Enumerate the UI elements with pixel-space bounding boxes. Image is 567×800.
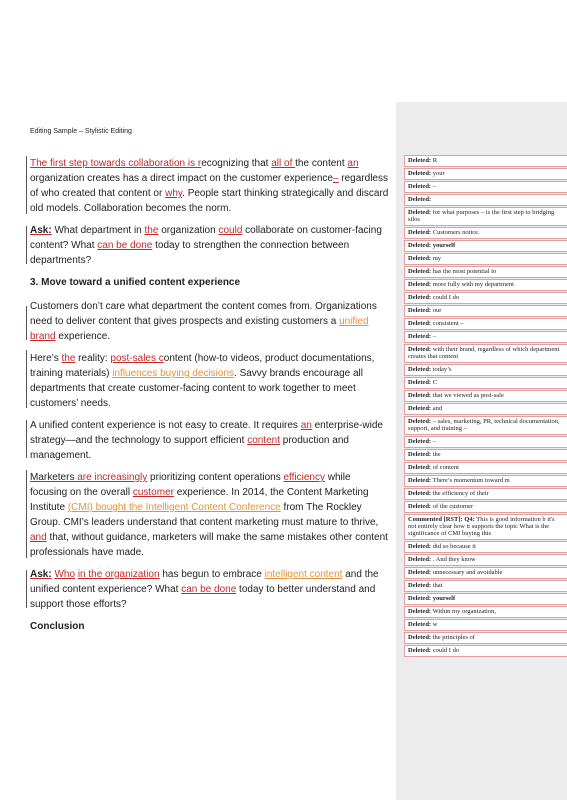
deleted-balloon[interactable] bbox=[404, 436, 567, 448]
deleted-balloon[interactable] bbox=[404, 377, 567, 389]
deleted-balloon[interactable] bbox=[404, 619, 567, 631]
balloon-text: your bbox=[431, 170, 445, 177]
inserted-text: could bbox=[218, 225, 243, 236]
document-body bbox=[30, 156, 390, 641]
balloon-label: Deleted: bbox=[408, 157, 432, 164]
balloon-text: with their brand, regardless of which department creates that content bbox=[408, 346, 560, 360]
balloon-text: and bbox=[431, 405, 443, 412]
balloon-text: This is good information b it's not entirely clear how it supports the topic What is the significance of CMI buying this bbox=[408, 516, 555, 537]
deleted-balloon[interactable] bbox=[404, 194, 567, 206]
paragraph bbox=[30, 418, 390, 463]
balloon-text: our bbox=[431, 307, 442, 314]
ask-label: Ask: bbox=[30, 225, 52, 236]
body-text: production and management. bbox=[30, 435, 349, 461]
section-heading: 3. Move toward a unified content experience bbox=[30, 277, 241, 288]
balloon-label: Deleted: bbox=[408, 196, 432, 203]
balloon-text: consistent – bbox=[431, 320, 464, 327]
deleted-balloon[interactable] bbox=[404, 207, 567, 226]
body-text: reality: bbox=[75, 353, 111, 364]
balloon-text: C bbox=[431, 379, 438, 386]
balloon-label: Deleted: bbox=[408, 595, 432, 602]
body-text: collaborate on customer-facing content? What bbox=[30, 225, 382, 251]
inserted-text: an bbox=[300, 420, 312, 431]
inserted-text: are increasingly bbox=[77, 472, 148, 483]
deleted-balloon[interactable] bbox=[404, 475, 567, 487]
deleted-balloon[interactable] bbox=[404, 253, 567, 265]
balloon-label: Deleted: bbox=[408, 281, 432, 288]
change-bar bbox=[26, 156, 27, 214]
balloon-text: the bbox=[431, 451, 441, 458]
balloon-text: Within my organization, bbox=[431, 608, 496, 615]
balloon-label: Deleted: bbox=[408, 490, 432, 497]
body-text: and the unified content experience? What bbox=[30, 569, 379, 595]
inserted-text: can be done bbox=[181, 584, 237, 595]
inserted-text: – bbox=[332, 173, 339, 184]
balloon-text: my bbox=[431, 255, 442, 262]
balloon-label: Deleted: bbox=[408, 438, 432, 445]
change-bar bbox=[26, 350, 27, 408]
deleted-balloon[interactable] bbox=[404, 292, 567, 304]
deleted-balloon[interactable] bbox=[404, 181, 567, 193]
balloon-label: Deleted: bbox=[408, 294, 432, 301]
inserted-text: Who bbox=[54, 569, 76, 580]
body-text: What department in bbox=[51, 225, 145, 236]
deleted-balloon[interactable] bbox=[404, 554, 567, 566]
balloon-label: Deleted: bbox=[408, 346, 432, 353]
change-bar bbox=[26, 470, 27, 558]
deleted-balloon[interactable] bbox=[404, 331, 567, 343]
inserted-text: The first step towards collaboration is r bbox=[30, 158, 202, 169]
moved-text: (CMI) bought the Intelligent Content Conference bbox=[67, 502, 281, 513]
deleted-balloon[interactable] bbox=[404, 488, 567, 500]
page-header: Editing Sample – Stylistic Editing bbox=[30, 128, 132, 135]
balloon-label: Deleted: bbox=[408, 464, 432, 471]
deleted-balloon[interactable] bbox=[404, 645, 567, 657]
balloon-text: – bbox=[431, 438, 436, 445]
body-text: A unified content experience is not easy to create. It requires bbox=[30, 420, 301, 431]
balloon-text: more fully with my department bbox=[431, 281, 514, 288]
body-text: ontent (how-to videos, product documentations, training materials) bbox=[30, 353, 375, 379]
deleted-balloon[interactable] bbox=[404, 318, 567, 330]
balloon-label: Deleted: bbox=[408, 608, 432, 615]
body-text: organization bbox=[158, 225, 219, 236]
paragraph bbox=[30, 470, 390, 560]
deleted-balloon[interactable] bbox=[404, 155, 567, 167]
body-text: today to better understand and support those efforts? bbox=[30, 584, 376, 610]
inserted-text: customer bbox=[132, 487, 174, 498]
balloon-label: Deleted: bbox=[408, 183, 432, 190]
body-text: organization creates has a direct impact on the customer experience bbox=[30, 173, 333, 184]
balloon-label: Deleted: bbox=[408, 255, 432, 262]
body-text: . People start thinking strategically and discard old models. Collaboration becomes the norm. bbox=[30, 188, 389, 214]
balloon-label: Deleted: bbox=[408, 307, 432, 314]
balloon-label: Deleted: bbox=[408, 569, 432, 576]
balloon-label: Deleted: bbox=[408, 320, 432, 327]
paragraph bbox=[30, 351, 390, 411]
balloon-text: has the most potential to bbox=[431, 268, 497, 275]
body-text: while focusing on the overall bbox=[30, 472, 351, 498]
inserted-text: in the organization bbox=[77, 569, 160, 580]
body-text: Customers don’t care what department the content comes from. Organizations need to deliver content that gives prospects and existing customers a bbox=[30, 301, 377, 327]
deleted-balloon[interactable] bbox=[404, 449, 567, 461]
balloon-label: Deleted: bbox=[408, 242, 432, 249]
balloon-label: Deleted: bbox=[408, 621, 432, 628]
balloon-label: Deleted: bbox=[408, 229, 432, 236]
balloon-label: Deleted: bbox=[408, 582, 432, 589]
deleted-balloon[interactable] bbox=[404, 279, 567, 291]
balloon-text: could I do bbox=[431, 647, 460, 654]
deleted-balloon[interactable] bbox=[404, 227, 567, 239]
inserted-text: an bbox=[347, 158, 359, 169]
inserted-text: brand bbox=[30, 331, 56, 342]
deleted-balloon[interactable] bbox=[404, 567, 567, 579]
balloon-label: Deleted: bbox=[408, 418, 432, 425]
body-text: enterprise-wide strategy—and the technology to support efficient bbox=[30, 420, 383, 446]
deleted-balloon[interactable] bbox=[404, 266, 567, 278]
body-text: ecognizing that bbox=[201, 158, 272, 169]
body-text: Here’s bbox=[30, 353, 62, 364]
deleted-balloon[interactable] bbox=[404, 416, 567, 435]
moved-text: influences buying decisions bbox=[112, 368, 235, 379]
moved-text: intelligent content bbox=[264, 569, 343, 580]
balloon-text: yourself bbox=[431, 595, 456, 602]
body-text: Marketers bbox=[30, 472, 78, 483]
deleted-balloon[interactable] bbox=[404, 240, 567, 252]
ask-label: Ask: bbox=[30, 569, 52, 580]
balloon-label: Deleted: bbox=[408, 405, 432, 412]
body-text: . Savvy brands encourage all departments that create customer-facing content to work together to meet customers’ needs. bbox=[30, 368, 363, 409]
balloon-label: Deleted: bbox=[408, 170, 432, 177]
balloon-text: yourself bbox=[431, 242, 456, 249]
balloon-text: – bbox=[431, 333, 436, 340]
balloon-label: Deleted: bbox=[408, 543, 432, 550]
inserted-text: efficiency bbox=[283, 472, 325, 483]
balloon-text: of content bbox=[431, 464, 459, 471]
balloon-text: could I do bbox=[431, 294, 460, 301]
balloon-label: Deleted: bbox=[408, 503, 432, 510]
balloon-text: Customers notice. bbox=[431, 229, 480, 236]
deleted-balloon[interactable] bbox=[404, 305, 567, 317]
paragraph bbox=[30, 299, 390, 344]
moved-text: unified bbox=[339, 316, 369, 327]
balloon-text: did so because it bbox=[431, 543, 476, 550]
balloon-label: Deleted: bbox=[408, 451, 432, 458]
balloon-text: today’s bbox=[431, 366, 452, 373]
balloon-label: Commented [RST]: Q4: bbox=[408, 516, 475, 523]
balloon-label: Deleted: bbox=[408, 556, 432, 563]
deleted-balloon[interactable] bbox=[404, 168, 567, 180]
change-bar bbox=[26, 306, 27, 340]
inserted-text: the bbox=[144, 225, 159, 236]
deleted-balloon[interactable] bbox=[404, 632, 567, 644]
balloon-label: Deleted: bbox=[408, 477, 432, 484]
deleted-balloon[interactable] bbox=[404, 501, 567, 513]
inserted-text: post-sales c bbox=[110, 353, 164, 364]
balloon-label: Deleted: bbox=[408, 647, 432, 654]
inserted-text: why bbox=[165, 188, 183, 199]
body-text: the content bbox=[295, 158, 348, 169]
deleted-balloon[interactable] bbox=[404, 344, 567, 363]
body-text: from The Rockley Group. CMI’s leaders understand that content marketing must mature to thrive, bbox=[30, 502, 379, 528]
inserted-text: all of bbox=[271, 158, 296, 169]
balloon-label: Deleted: bbox=[408, 268, 432, 275]
body-text: experience. bbox=[55, 331, 111, 342]
deleted-balloon[interactable] bbox=[404, 541, 567, 553]
paragraph bbox=[30, 223, 390, 268]
paragraph bbox=[30, 156, 390, 216]
conclusion-heading: Conclusion bbox=[30, 621, 85, 632]
balloon-label: Deleted: bbox=[408, 634, 432, 641]
balloon-text: unnecessary and avoidable bbox=[431, 569, 503, 576]
deleted-balloon[interactable] bbox=[404, 593, 567, 605]
revision-balloons bbox=[404, 155, 567, 658]
balloon-label: Deleted: bbox=[408, 209, 432, 216]
deleted-balloon[interactable] bbox=[404, 580, 567, 592]
balloon-text: w bbox=[431, 621, 438, 628]
deleted-balloon[interactable] bbox=[404, 606, 567, 618]
body-text: that, without guidance, marketers will make the same mistakes other content professionals have made. bbox=[30, 532, 388, 558]
deleted-balloon[interactable] bbox=[404, 462, 567, 474]
body-text: experience. In 2014, the Content Marketing Institute bbox=[30, 487, 369, 513]
balloon-text: that bbox=[431, 582, 443, 589]
deleted-balloon[interactable] bbox=[404, 403, 567, 415]
balloon-text: the principles of bbox=[431, 634, 475, 641]
body-text: prioritizing content operations bbox=[147, 472, 284, 483]
inserted-text: can be done bbox=[97, 240, 153, 251]
deleted-balloon[interactable] bbox=[404, 364, 567, 376]
balloon-text: There’s momentum toward m bbox=[431, 477, 510, 484]
balloon-text: the efficiency of their bbox=[431, 490, 489, 497]
balloon-text: that we viewed as post-sale bbox=[431, 392, 504, 399]
balloon-text: R bbox=[431, 157, 438, 164]
balloon-text: – bbox=[431, 183, 436, 190]
balloon-label: Deleted: bbox=[408, 333, 432, 340]
change-bar bbox=[26, 420, 27, 458]
balloon-label: Deleted: bbox=[408, 366, 432, 373]
balloon-text: of the customer bbox=[431, 503, 474, 510]
change-bar bbox=[26, 570, 27, 608]
comment-balloon[interactable] bbox=[404, 514, 567, 540]
balloon-text: . And they know bbox=[431, 556, 476, 563]
inserted-text: and bbox=[30, 532, 47, 543]
balloon-text: for what purposes – is the first step to bridging silos bbox=[408, 209, 555, 223]
paragraph bbox=[30, 567, 390, 612]
inserted-text: the bbox=[61, 353, 76, 364]
deleted-balloon[interactable] bbox=[404, 390, 567, 402]
body-text: regardless of who created that content or bbox=[30, 173, 388, 199]
body-text: today to strengthen the connection between departments? bbox=[30, 240, 350, 266]
inserted-text: content bbox=[247, 435, 280, 446]
body-text: has begun to embrace bbox=[159, 569, 265, 580]
change-bar bbox=[26, 226, 27, 264]
balloon-label: Deleted: bbox=[408, 392, 432, 399]
balloon-label: Deleted: bbox=[408, 379, 432, 386]
balloon-text: – sales, marketing, PR, technical documentation, support, and training – bbox=[408, 418, 560, 432]
